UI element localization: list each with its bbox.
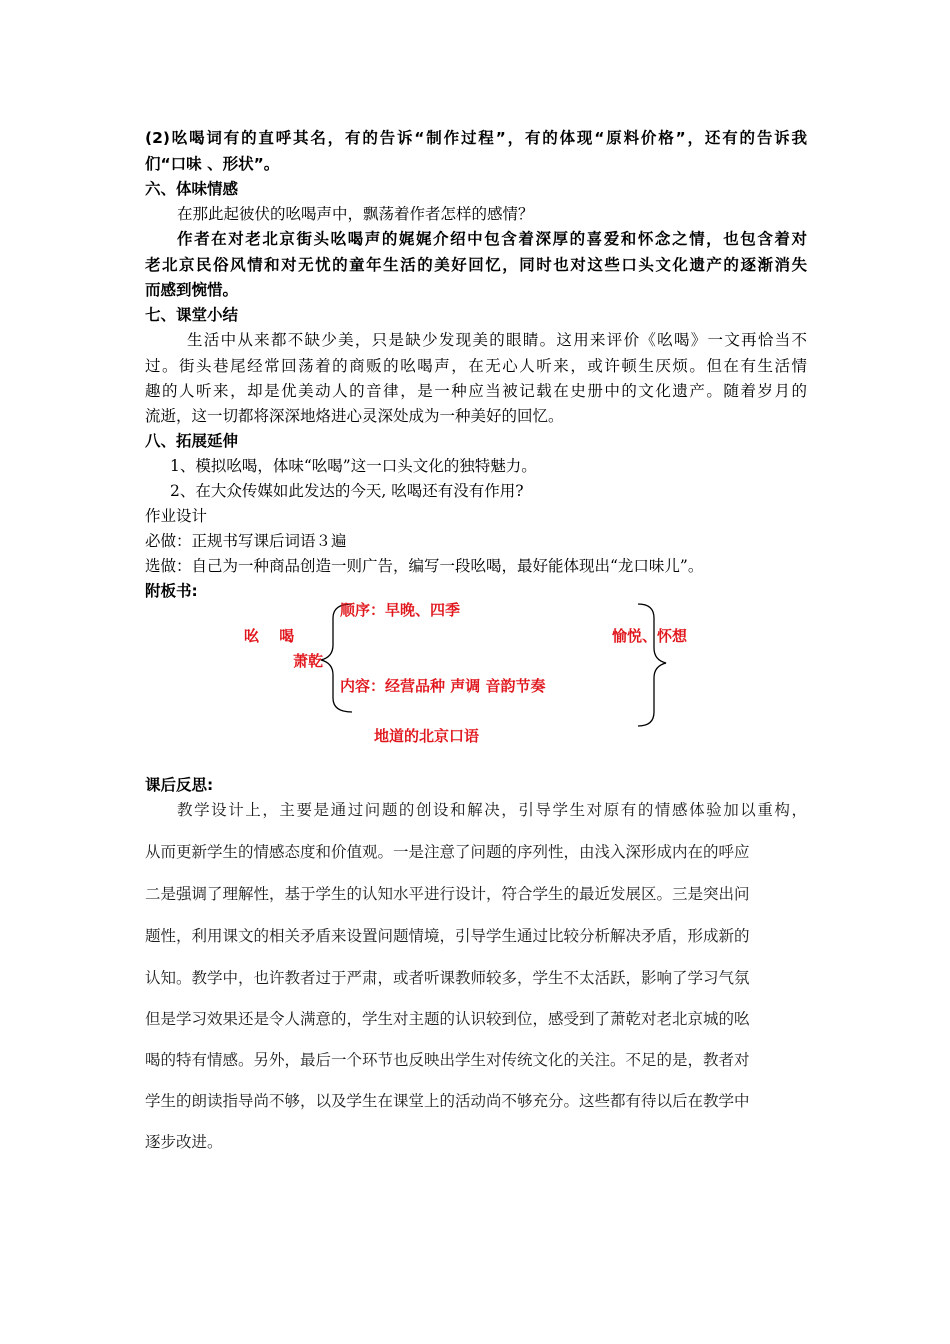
reflection-line5: 认知。教学中，也许教者过于严肃，或者听课教师较多，学生不太活跃，影响了学习气氛 bbox=[145, 969, 750, 987]
section8-item1: 1、模拟吆喝，体味“吆喝”这一口头文化的独特魅力。 bbox=[170, 457, 537, 475]
reflection-line8: 学生的朗读指导尚不够，以及学生在课堂上的活动尚不够充分。这些都有待以后在教学中 bbox=[145, 1092, 750, 1110]
board-order: 顺序：早晚、四季 bbox=[340, 601, 461, 619]
section5-line2: 们“口味 、形状”。 bbox=[145, 155, 280, 173]
section6-answer-line1: 作者在对老北京街头吆喝声的娓娓介绍中包含着深厚的喜爱和怀念之情，也包含着对 bbox=[177, 230, 807, 248]
section7-line2: 过。街头巷尾经常回荡着的商贩的吆喝声，在无心人听来，或许顿生厌烦。但在有生活情 bbox=[145, 357, 807, 375]
section5-line1: (2)吆喝词有的直呼其名，有的告诉“制作过程”，有的体现“原料价格”，还有的告诉我 bbox=[145, 129, 807, 147]
section7-heading: 七、课堂小结 bbox=[145, 306, 239, 324]
section6-answer-line2: 老北京民俗风情和对无忧的童年生活的美好回忆，同时也对这些口头文化遗产的逐渐消失 bbox=[145, 256, 807, 274]
section6-heading: 六、体味情感 bbox=[145, 180, 239, 198]
section7-line1: 生活中从来都不缺少美，只是缺少发现美的眼睛。这用来评价《吆喝》一文再恰当不 bbox=[187, 331, 807, 349]
board-title: 吆 喝 bbox=[244, 627, 295, 645]
section8-heading: 八、拓展延伸 bbox=[145, 432, 239, 450]
section8-item2: 2、在大众传媒如此发达的今天, 吆喝还有没有作用? bbox=[170, 482, 524, 500]
reflection-line4: 题性，利用课文的相关矛盾来设置问题情境，引导学生通过比较分析解决矛盾，形成新的 bbox=[145, 927, 750, 945]
reflection-heading: 课后反思: bbox=[145, 776, 214, 794]
reflection-line9: 逐步改进。 bbox=[145, 1133, 223, 1151]
board-content: 内容：经营品种 声调 音韵节奏 bbox=[340, 677, 546, 695]
board-feeling: 愉悦、怀想 bbox=[612, 627, 688, 645]
reflection-line3: 二是强调了理解性，基于学生的认知水平进行设计，符合学生的最近发展区。三是突出问 bbox=[145, 885, 750, 903]
section7-line3: 趣的人听来，却是优美动人的音律，是一种应当被记载在史册中的文化遗产。随着岁月的 bbox=[145, 382, 807, 400]
section6-question: 在那此起彼伏的吆喝声中，飘荡着作者怎样的感情？ bbox=[177, 205, 534, 223]
section6-answer-line3: 而感到惋惜。 bbox=[145, 281, 239, 299]
homework-title: 作业设计 bbox=[145, 507, 208, 525]
reflection-line6: 但是学习效果还是令人满意的，学生对主题的认识较到位，感受到了萧乾对老北京城的吆 bbox=[145, 1010, 750, 1028]
section7-line4: 流逝，这一切都将深深地烙进心灵深处成为一种美好的回忆。 bbox=[145, 407, 564, 425]
reflection-line7: 喝的特有情感。另外，最后一个环节也反映出学生对传统文化的关注。不足的是，教者对 bbox=[145, 1051, 750, 1069]
homework-optional: 选做：自己为一种商品创造一则广告，编写一段吆喝，最好能体现出“龙口味儿”。 bbox=[145, 557, 704, 575]
reflection-line1: 教学设计上，主要是通过问题的创设和解决，引导学生对原有的情感体验加以重构， bbox=[177, 801, 807, 819]
board-language: 地道的北京口语 bbox=[374, 727, 480, 745]
reflection-line2: 从而更新学生的情感态度和价值观。一是注意了问题的序列性，由浅入深形成内在的呼应 bbox=[145, 843, 750, 861]
board-heading: 附板书: bbox=[145, 582, 198, 600]
board-right-brace bbox=[638, 604, 666, 726]
homework-required: 必做：正规书写课后词语３遍 bbox=[145, 532, 347, 550]
board-author: 萧乾 bbox=[293, 652, 324, 670]
